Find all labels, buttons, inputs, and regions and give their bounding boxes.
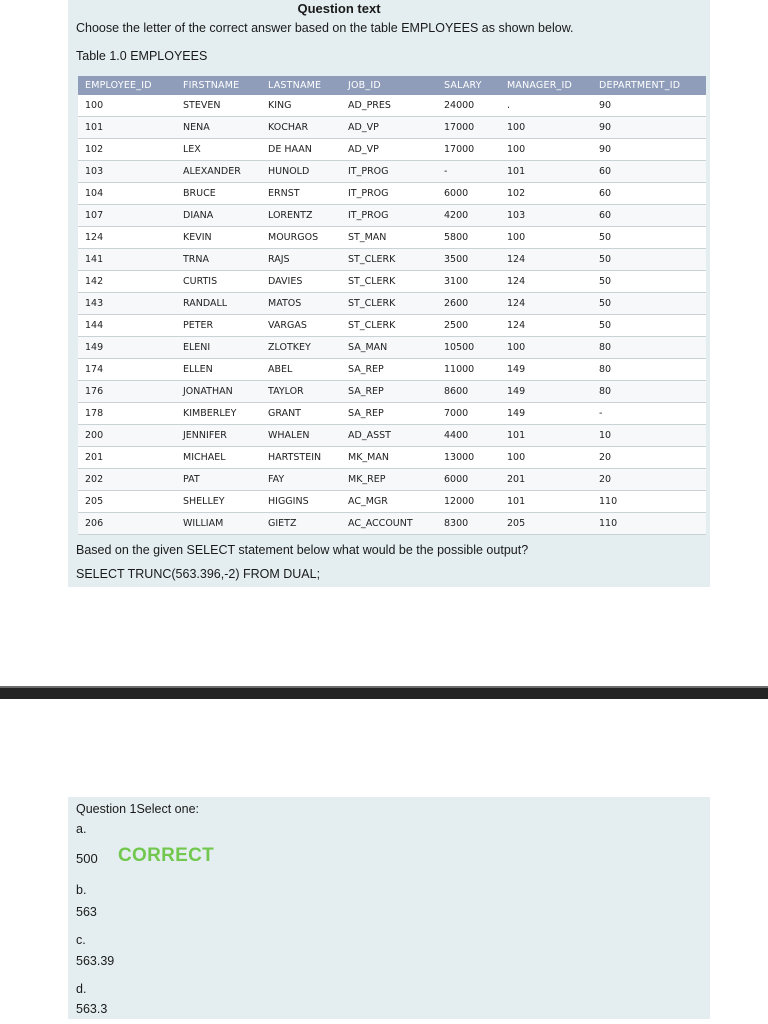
- cell-department-id: -: [592, 403, 706, 425]
- cell-firstname: CURTIS: [176, 271, 261, 293]
- table-row: [78, 117, 706, 139]
- select-one-prompt: Question 1Select one:: [76, 802, 199, 816]
- question-title: Question text: [297, 1, 381, 16]
- cell-manager-id: 124: [500, 315, 592, 337]
- cell-firstname: MICHAEL: [176, 447, 261, 469]
- table-row: [78, 469, 706, 491]
- cell-lastname: HIGGINS: [261, 491, 341, 513]
- cell-firstname: LEX: [176, 139, 261, 161]
- cell-manager-id: 101: [500, 425, 592, 447]
- section-divider: [0, 686, 768, 699]
- table-body: [78, 95, 706, 535]
- cell-manager-id: 102: [500, 183, 592, 205]
- cell-salary: 7000: [437, 403, 500, 425]
- cell-employee-id: 107: [78, 205, 176, 227]
- cell-manager-id: 103: [500, 205, 592, 227]
- cell-department-id: 50: [592, 293, 706, 315]
- cell-lastname: LORENTZ: [261, 205, 341, 227]
- cell-salary: -: [437, 161, 500, 183]
- cell-employee-id: 102: [78, 139, 176, 161]
- cell-lastname: DE HAAN: [261, 139, 341, 161]
- cell-firstname: ALEXANDER: [176, 161, 261, 183]
- table-row: [78, 271, 706, 293]
- table-row: [78, 161, 706, 183]
- cell-job-id: AD_PRES: [341, 95, 437, 117]
- table-row: [78, 315, 706, 337]
- cell-department-id: 50: [592, 227, 706, 249]
- table-row: [78, 205, 706, 227]
- cell-lastname: ERNST: [261, 183, 341, 205]
- cell-salary: 12000: [437, 491, 500, 513]
- option-d-value[interactable]: 563.3: [76, 1002, 108, 1016]
- cell-firstname: KIMBERLEY: [176, 403, 261, 425]
- cell-department-id: 20: [592, 469, 706, 491]
- cell-firstname: ELENI: [176, 337, 261, 359]
- cell-manager-id: 149: [500, 403, 592, 425]
- cell-salary: 3500: [437, 249, 500, 271]
- table-row: [78, 337, 706, 359]
- table-row: [78, 513, 706, 535]
- cell-manager-id: 201: [500, 469, 592, 491]
- cell-job-id: AC_ACCOUNT: [341, 513, 437, 535]
- cell-salary: 8300: [437, 513, 500, 535]
- cell-manager-id: 124: [500, 293, 592, 315]
- cell-job-id: SA_REP: [341, 359, 437, 381]
- cell-firstname: RANDALL: [176, 293, 261, 315]
- cell-lastname: ABEL: [261, 359, 341, 381]
- cell-manager-id: 124: [500, 271, 592, 293]
- cell-salary: 17000: [437, 117, 500, 139]
- cell-job-id: AC_MGR: [341, 491, 437, 513]
- cell-job-id: SA_MAN: [341, 337, 437, 359]
- cell-employee-id: 103: [78, 161, 176, 183]
- cell-firstname: STEVEN: [176, 95, 261, 117]
- cell-job-id: SA_REP: [341, 403, 437, 425]
- cell-manager-id: 205: [500, 513, 592, 535]
- cell-job-id: AD_ASST: [341, 425, 437, 447]
- cell-department-id: 110: [592, 513, 706, 535]
- cell-job-id: IT_PROG: [341, 161, 437, 183]
- cell-firstname: BRUCE: [176, 183, 261, 205]
- cell-lastname: MOURGOS: [261, 227, 341, 249]
- cell-lastname: TAYLOR: [261, 381, 341, 403]
- sql-statement: SELECT TRUNC(563.396,-2) FROM DUAL;: [76, 567, 321, 581]
- cell-lastname: VARGAS: [261, 315, 341, 337]
- table-row: [78, 491, 706, 513]
- cell-manager-id: 100: [500, 227, 592, 249]
- cell-lastname: HUNOLD: [261, 161, 341, 183]
- option-c-letter[interactable]: c.: [76, 933, 86, 947]
- cell-salary: 11000: [437, 359, 500, 381]
- table-row: [78, 381, 706, 403]
- cell-job-id: AD_VP: [341, 117, 437, 139]
- cell-lastname: GIETZ: [261, 513, 341, 535]
- cell-lastname: WHALEN: [261, 425, 341, 447]
- header-salary: SALARY: [437, 76, 500, 95]
- cell-firstname: PETER: [176, 315, 261, 337]
- cell-salary: 4400: [437, 425, 500, 447]
- cell-employee-id: 174: [78, 359, 176, 381]
- option-a-letter[interactable]: a.: [76, 822, 87, 836]
- cell-firstname: WILLIAM: [176, 513, 261, 535]
- cell-salary: 6000: [437, 183, 500, 205]
- employees-table: [78, 76, 706, 535]
- cell-employee-id: 176: [78, 381, 176, 403]
- cell-department-id: 20: [592, 447, 706, 469]
- cell-employee-id: 206: [78, 513, 176, 535]
- cell-department-id: 50: [592, 315, 706, 337]
- table-caption: Table 1.0 EMPLOYEES: [76, 49, 208, 63]
- cell-manager-id: 101: [500, 491, 592, 513]
- cell-job-id: AD_VP: [341, 139, 437, 161]
- cell-employee-id: 205: [78, 491, 176, 513]
- cell-manager-id: 100: [500, 337, 592, 359]
- employees-table-wrapper: [78, 76, 706, 535]
- cell-department-id: 110: [592, 491, 706, 513]
- cell-firstname: TRNA: [176, 249, 261, 271]
- table-row: [78, 183, 706, 205]
- cell-department-id: 90: [592, 139, 706, 161]
- cell-department-id: 50: [592, 271, 706, 293]
- correct-badge: CORRECT: [118, 845, 215, 866]
- cell-manager-id: 101: [500, 161, 592, 183]
- cell-salary: 3100: [437, 271, 500, 293]
- table-row: [78, 139, 706, 161]
- cell-salary: 10500: [437, 337, 500, 359]
- cell-lastname: HARTSTEIN: [261, 447, 341, 469]
- table-row: [78, 249, 706, 271]
- cell-employee-id: 149: [78, 337, 176, 359]
- table-row: [78, 447, 706, 469]
- cell-salary: 4200: [437, 205, 500, 227]
- table-row: [78, 403, 706, 425]
- cell-salary: 6000: [437, 469, 500, 491]
- cell-job-id: ST_CLERK: [341, 293, 437, 315]
- cell-department-id: 60: [592, 183, 706, 205]
- cell-manager-id: 149: [500, 381, 592, 403]
- cell-department-id: 90: [592, 95, 706, 117]
- header-firstname: FIRSTNAME: [176, 76, 261, 95]
- question-statement: Based on the given SELECT statement below what would be the possible output?: [76, 543, 529, 557]
- cell-employee-id: 101: [78, 117, 176, 139]
- table-row: [78, 293, 706, 315]
- cell-firstname: KEVIN: [176, 227, 261, 249]
- table-row: [78, 359, 706, 381]
- cell-firstname: JENNIFER: [176, 425, 261, 447]
- cell-firstname: PAT: [176, 469, 261, 491]
- option-b-letter[interactable]: b.: [76, 883, 87, 897]
- cell-employee-id: 100: [78, 95, 176, 117]
- cell-firstname: ELLEN: [176, 359, 261, 381]
- cell-employee-id: 144: [78, 315, 176, 337]
- cell-job-id: SA_REP: [341, 381, 437, 403]
- option-d-letter[interactable]: d.: [76, 982, 87, 996]
- cell-manager-id: 100: [500, 447, 592, 469]
- table-row: [78, 95, 706, 117]
- cell-lastname: ZLOTKEY: [261, 337, 341, 359]
- cell-job-id: MK_REP: [341, 469, 437, 491]
- cell-salary: 5800: [437, 227, 500, 249]
- question-panel: [68, 0, 710, 587]
- cell-job-id: IT_PROG: [341, 205, 437, 227]
- header-job-id: JOB_ID: [341, 76, 437, 95]
- header-lastname: LASTNAME: [261, 76, 341, 95]
- cell-lastname: DAVIES: [261, 271, 341, 293]
- cell-job-id: MK_MAN: [341, 447, 437, 469]
- cell-salary: 24000: [437, 95, 500, 117]
- cell-employee-id: 124: [78, 227, 176, 249]
- cell-job-id: ST_MAN: [341, 227, 437, 249]
- option-b-value[interactable]: 563: [76, 905, 97, 919]
- header-department-id: DEPARTMENT_ID: [592, 76, 706, 95]
- cell-salary: 13000: [437, 447, 500, 469]
- cell-lastname: KING: [261, 95, 341, 117]
- cell-salary: 8600: [437, 381, 500, 403]
- cell-manager-id: 124: [500, 249, 592, 271]
- cell-job-id: ST_CLERK: [341, 271, 437, 293]
- cell-manager-id: 100: [500, 117, 592, 139]
- cell-department-id: 50: [592, 249, 706, 271]
- cell-department-id: 60: [592, 161, 706, 183]
- cell-manager-id: .: [500, 95, 592, 117]
- header-employee-id: EMPLOYEE_ID: [78, 76, 176, 95]
- cell-job-id: ST_CLERK: [341, 249, 437, 271]
- cell-employee-id: 104: [78, 183, 176, 205]
- cell-job-id: IT_PROG: [341, 183, 437, 205]
- cell-department-id: 80: [592, 381, 706, 403]
- table-row: [78, 425, 706, 447]
- cell-firstname: JONATHAN: [176, 381, 261, 403]
- header-manager-id: MANAGER_ID: [500, 76, 592, 95]
- cell-employee-id: 201: [78, 447, 176, 469]
- table-row: [78, 227, 706, 249]
- cell-firstname: DIANA: [176, 205, 261, 227]
- cell-lastname: FAY: [261, 469, 341, 491]
- cell-manager-id: 149: [500, 359, 592, 381]
- cell-department-id: 80: [592, 359, 706, 381]
- option-a-value[interactable]: 500: [76, 851, 98, 866]
- cell-salary: 2600: [437, 293, 500, 315]
- option-c-value[interactable]: 563.39: [76, 954, 115, 968]
- cell-lastname: MATOS: [261, 293, 341, 315]
- answer-panel: [68, 797, 710, 1019]
- cell-lastname: RAJS: [261, 249, 341, 271]
- cell-manager-id: 100: [500, 139, 592, 161]
- cell-employee-id: 143: [78, 293, 176, 315]
- cell-employee-id: 178: [78, 403, 176, 425]
- cell-job-id: ST_CLERK: [341, 315, 437, 337]
- table-header-row: [78, 76, 706, 95]
- cell-firstname: NENA: [176, 117, 261, 139]
- cell-firstname: SHELLEY: [176, 491, 261, 513]
- cell-department-id: 10: [592, 425, 706, 447]
- cell-department-id: 80: [592, 337, 706, 359]
- cell-department-id: 60: [592, 205, 706, 227]
- cell-salary: 17000: [437, 139, 500, 161]
- cell-employee-id: 200: [78, 425, 176, 447]
- cell-employee-id: 141: [78, 249, 176, 271]
- cell-lastname: GRANT: [261, 403, 341, 425]
- cell-lastname: KOCHAR: [261, 117, 341, 139]
- cell-employee-id: 202: [78, 469, 176, 491]
- question-intro: Choose the letter of the correct answer based on the table EMPLOYEES as shown below.: [76, 21, 574, 35]
- cell-department-id: 90: [592, 117, 706, 139]
- cell-employee-id: 142: [78, 271, 176, 293]
- cell-salary: 2500: [437, 315, 500, 337]
